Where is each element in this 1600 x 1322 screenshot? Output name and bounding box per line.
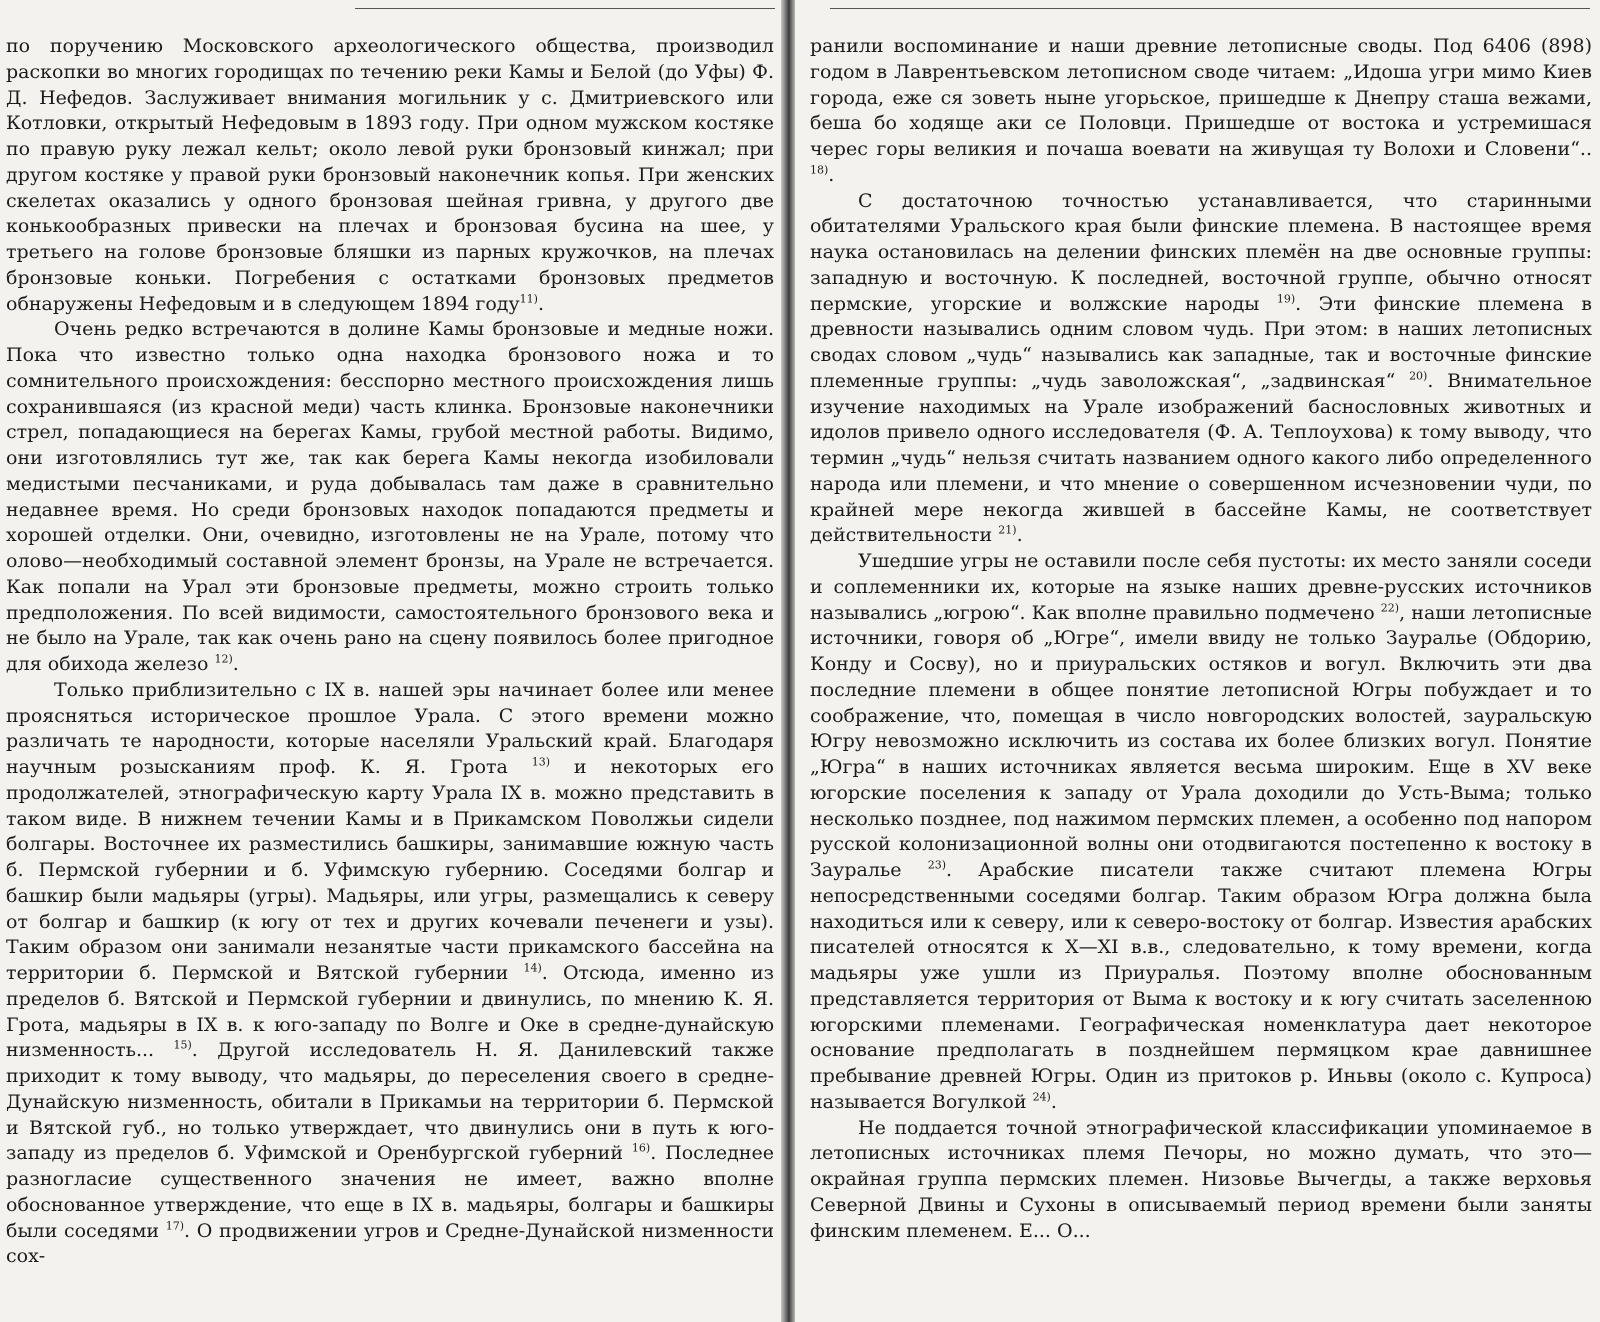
footnote-ref: 22) bbox=[1380, 601, 1400, 615]
footnote-ref: 11) bbox=[519, 292, 538, 306]
paragraph: Только приблизительно с IX в. нашей эры начинает более или менее проясняться историческое прошлое Урала. С этого времени можно различать те народности, которые населяли Уральский край. Благодаря научным розысканиям проф. К. Я. Грота $^{13)}$ и некоторых его продолжателей, этнографическую карту Урала IX в. можно представить в таком виде. В нижнем течении Камы и в Прикамском Поволжьи сидели болгары. Восточнее их разместились башкиры, занимавшие южную часть б. Пермской губернии и б. Уфимскую губернию. Соседями болгар и башкир были мадьяры (угры). Мадьяры, или угры, размещались к северу от болгар и башкир (к югу от тех и других кочевали печенеги и узы). Таким образом они занимали незанятые части прикамского бассейна на территории б. Пермской и Вятской губернии $^{14)}$. Отсюда, именно из пределов б. Вятской и Пермской губернии и двинулись, по мнению К. Я. Грота, мадьяры в IX в. к юго-западу по Волге и Оке в средне-дунайскую низменность... $^{15)}$. Другой исследователь Н. Я. Данилевский также приходит к тому выводу, что мадьяры, до переселения своего в средне-Дунайскую низменность, обитали в Прикамьи на территории б. Пермской и Вятской губ., но только утверждает, что двинулись они в путь к юго-западу из пределов б. Уфимской и Оренбургской губерний $^{16)}$. Последнее разногласие существенного значения не имеет, важно вполне обоснованное утверждение, что еще в IX в. мадьяры, болгары и башкиры были соседями $^{17)}$. О продвижении угров и Средне-Дунайской низменности сох- bbox=[6, 678, 774, 1268]
paragraph: ранили воспоминание и наши древние летописные своды. Под 6406 (898) годом в Лаврентьевском летописном своде читаем: „Идоша угри мимо Киев города, еже ся зоветь ныне угорьское, пришедше к Днепру сташа вежами, беша бо ходяще аки се Половци. Пришедше от востока и устремишася черес горы великия и почаша воевати на живущая ту Волохи и Словени“.. $^{18)}$. bbox=[810, 35, 1592, 186]
footnote-ref: 12) bbox=[214, 652, 233, 666]
footnote-ref: 15) bbox=[173, 1038, 192, 1052]
footnote-ref: 20) bbox=[1409, 369, 1428, 383]
paragraph: Не поддается точной этнографической классификации упоминаемое в летописных источниках племя Печоры, но можно думать, что это—окрайная группа пермских племен. Низовье Вычегды, а также верховья Северной Двины и Сухоны в описываемый период времени были заняты финским племенем. Е... О... bbox=[810, 1116, 1592, 1242]
footnote-ref: 14) bbox=[523, 961, 542, 975]
paragraph: Ушедшие угры не оставили после себя пустоты: их место заняли соседи и соплеменники их, которые на языке наших древне-русских источников назывались „югрою“. Как вполне правильно подмечено $^{22)}$, наши летописные источники, говоря об „Югре“, имели ввиду не только Зауралье (Обдорию, Конду и Сосву), но и приуральских остяков и вогул. Включить эти два последние племени в общее понятие летописной Югры побуждает и то соображение, что, помещая в число новгородских волостей, зауральскую Югру невозможно исключить из состава их более близких вогул. Понятие „Югра“ в наших источниках является весьма широким. Еще в XV веке югорские поселения к западу от Урала доходили до Усть-Выма; только несколько позднее, под нажимом пермских племен, а особенно под напором русской колонизационной волны они отодвигаются постепенно к востоку в Зауралье $^{23)}$. Арабские писатели также считают племена Югры непосредственными соседями болгар. Таким образом Югра должна была находиться или к северу, или к северо-востоку от болгар. Известия арабских писателей относятся к X—XI в.в., следовательно, к тому времени, когда мадьяры уже ушли из Приуралья. Поэтому вполне обоснованным представляется территория от Выма к востоку и к югу считать заселенною югорскими племенами. Географическая номенклатура дает некоторое основание предполагать в позднейшем пермяцком крае давнишнее пребывание древней Югры. Один из притоков р. Иньвы (около с. Купроса) называется Вогулкой $^{24)}$. bbox=[810, 550, 1592, 1113]
paragraph: Очень редко встречаются в долине Камы бронзовые и медные ножи. Пока что известно только одна находка бронзового ножа и то сомнительного происхождения: бесспорно местного происхождения лишь сохранившаяся (из красной меди) часть клинка. Бронзовые наконечники стрел, попадающиеся на берегах Камы, грубой местной работы. Видимо, они изготовлялись тут же, так как берега Камы некогда изобиловали медистыми песчаниками, и руда добывалась там даже в сравнительно недавнее время. Но среди бронзовых находок попадаются предметы и хорошей отделки. Они, очевидно, изготовлены не на Урале, потому что олово—необходимый составной элемент бронзы, на Урале не встречается. Как попали на Урал эти бронзовые предметы, можно строить только предположения. По всей видимости, самостоятельного бронзового века и не было на Урале, так как очень рано на сцену появилось более пригодное для обихода железо $^{12)}$. bbox=[6, 318, 774, 675]
footnote-ref: 16) bbox=[631, 1141, 651, 1155]
footnote-ref: 21) bbox=[998, 523, 1017, 537]
top-rule-right bbox=[830, 8, 1590, 9]
paragraph: С достаточною точностью устанавливается, что старинными обитателями Уральского края были финские племена. В настоящее время наука остановилась на делении финских племён на две основные группы: западную и восточную. К последней, восточной группе, обычно относят пермские, угорские и волжские народы $^{19)}$. Эти финские племена в древности назывались одним словом чудь. При этом: в наших летописных сводах словом „чудь“ назывались как западные, так и восточные финские племенные группы: „чудь заволожская“, „задвинская“ $^{20)}$. Внимательное изучение находимых на Урале изображений баснословных животных и идолов привело одного исследователя (Ф. А. Теплоухова) к тому выводу, что термин „чудь“ нельзя считать названием одного какого либо определенного народа или племени, и что мнение о совершенном исчезновении чуди, по крайней мере некогда жившей в бассейне Камы, не соответствует действительности $^{21)}$. bbox=[810, 189, 1592, 547]
top-rule-left bbox=[355, 8, 775, 9]
footnote-ref: 19) bbox=[1276, 292, 1296, 306]
footnote-ref: 23) bbox=[927, 858, 947, 872]
left-column bbox=[6, 34, 774, 1322]
paragraph: по поручению Московского археологического общества, производил раскопки во многих городищах по течению реки Камы и Белой (до Уфы) Ф. Д. Нефедов. Заслуживает внимания могильник у с. Дмитриевского или Котловки, открытый Нефедовым в 1893 году. При одном мужском костяке по правую руку лежал кельт; около левой руки бронзовый кинжал; при другом костяке у правой руки бронзовый наконечник копья. При женских скелетах оказались у одного бронзовая шейная гривна, у другого две конькообразных привески на плечах и бронзовая бусина на шее, у третьего на голове бронзовые бляшки из парных кружочков, на плечах бронзовые коньки. Погребения с остатками бронзовых предметов обнаружены Нефедовым и в следующем 1894 году$^{11)}$. bbox=[6, 35, 774, 315]
footnote-ref: 18) bbox=[810, 163, 829, 177]
footnote-ref: 24) bbox=[1032, 1090, 1051, 1104]
right-column bbox=[810, 34, 1592, 1322]
footnote-ref: 17) bbox=[165, 1219, 185, 1233]
footnote-ref: 13) bbox=[531, 755, 550, 769]
book-gutter bbox=[781, 0, 795, 1322]
